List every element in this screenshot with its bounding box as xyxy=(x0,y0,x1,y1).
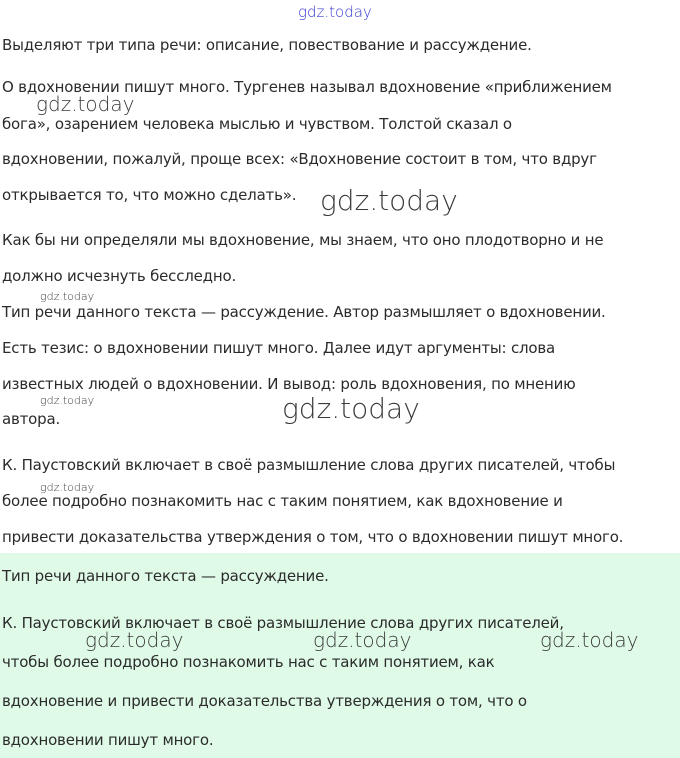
paragraph-line: бога», озарением человека мыслью и чувством. Толстой сказал о xyxy=(2,115,512,133)
watermark: gdz.today xyxy=(540,628,639,652)
watermark: gdz.today xyxy=(40,481,95,494)
paragraph-line: вдохновении, пожалуй, проще всех: «Вдохновение состоит в том, что вдруг xyxy=(2,150,597,168)
watermark: gdz.today xyxy=(40,394,95,407)
watermark-top: gdz.today xyxy=(298,3,372,21)
watermark: gdz.today xyxy=(85,628,184,652)
watermark: gdz.today xyxy=(313,628,412,652)
answer-line: вдохновение и привести доказательства утверждения о том, что о xyxy=(2,692,527,710)
answer-line: вдохновении пишут много. xyxy=(2,731,214,749)
paragraph-line: привести доказательства утверждения о том, что о вдохновении пишут много. xyxy=(2,528,624,546)
watermark: gdz.today xyxy=(282,392,420,425)
paragraph-line: Есть тезис: о вдохновении пишут много. Далее идут аргументы: слова xyxy=(2,339,556,357)
paragraph-line: автора. xyxy=(2,410,61,428)
paragraph-line: Тип речи данного текста — рассуждение. Автор размышляет о вдохновении. xyxy=(2,303,606,321)
paragraph-line: более подробно познакомить нас с таким понятием, как вдохновение и xyxy=(2,492,563,510)
paragraph-line: Как бы ни определяли мы вдохновение, мы знаем, что оно плодотворно и не xyxy=(2,231,604,249)
watermark: gdz.today xyxy=(36,92,135,116)
answer-line: чтобы более подробно познакомить нас с таким понятием, как xyxy=(2,653,495,671)
paragraph-intro: Выделяют три типа речи: описание, повествование и рассуждение. xyxy=(2,36,532,54)
paragraph-line: должно исчезнуть бесследно. xyxy=(2,267,237,285)
paragraph-line: О вдохновении пишут много. Тургенев называл вдохновение «приближением xyxy=(2,78,612,96)
answer-line: Тип речи данного текста — рассуждение. xyxy=(2,567,329,585)
paragraph-line: К. Паустовский включает в своё размышление слова других писателей, чтобы xyxy=(2,456,616,474)
watermark: gdz.today xyxy=(40,290,95,303)
paragraph-line: открывается то, что можно сделать». xyxy=(2,186,297,204)
paragraph-line: известных людей о вдохновении. И вывод: роль вдохновения, по мнению xyxy=(2,375,576,393)
answer-line: К. Паустовский включает в своё размышление слова других писателей, xyxy=(2,614,564,632)
watermark: gdz.today xyxy=(320,184,458,217)
